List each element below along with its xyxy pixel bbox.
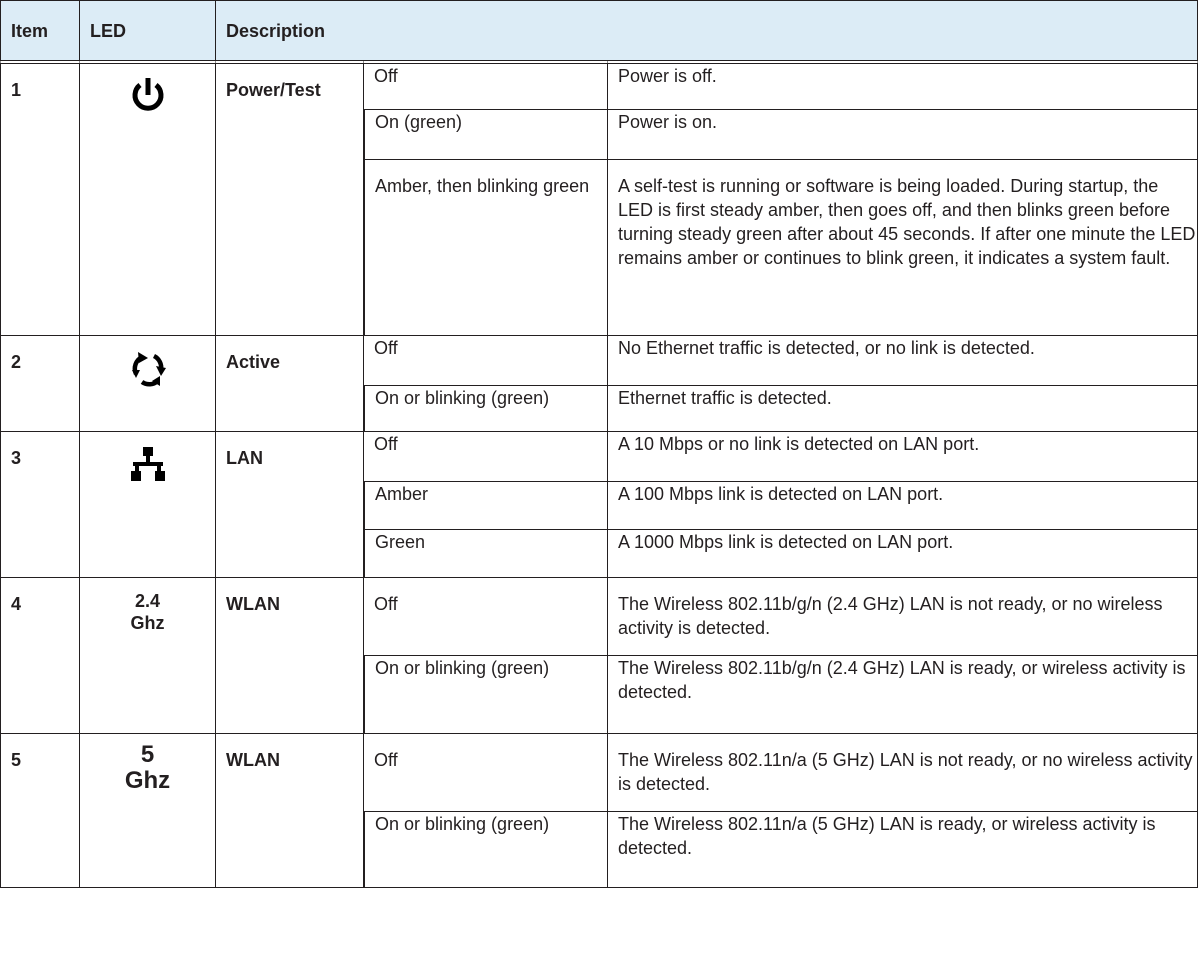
item-number: 3 (0, 432, 80, 578)
led-name: Power/Test (216, 60, 364, 336)
table-row (0, 336, 1198, 386)
wlan-2-4ghz-label: 2.4 Ghz (130, 591, 165, 633)
table-row (0, 734, 1198, 812)
power-icon (129, 76, 167, 114)
led-state: Amber, then blinking green (364, 160, 608, 336)
led-label-cell (80, 734, 216, 888)
led-label-cell (80, 578, 216, 734)
led-state-description: Ethernet traffic is detected. (608, 386, 1198, 432)
table-row (0, 578, 1198, 656)
table-row (0, 432, 1198, 482)
led-state-description: No Ethernet traffic is detected, or no link is detected. (608, 336, 1198, 386)
column-header-description: Description (216, 0, 1198, 60)
led-state-description: A 10 Mbps or no link is detected on LAN port. (608, 432, 1198, 482)
led-state: On (green) (364, 110, 608, 160)
led-state: Green (364, 530, 608, 578)
led-state: Amber (364, 482, 608, 530)
column-header-led: LED (80, 0, 216, 60)
led-state-description: Power is off. (608, 60, 1198, 110)
led-state-description: A 100 Mbps link is detected on LAN port. (608, 482, 1198, 530)
led-state: On or blinking (green) (364, 812, 608, 888)
lan-network-icon (130, 446, 166, 482)
led-name: LAN (216, 432, 364, 578)
led-state: On or blinking (green) (364, 656, 608, 734)
led-state: On or blinking (green) (364, 386, 608, 432)
led-icon-cell (80, 60, 216, 336)
led-name: WLAN (216, 578, 364, 734)
table-row (0, 60, 1198, 110)
led-icon-cell (80, 336, 216, 432)
column-header-item: Item (0, 0, 80, 60)
led-state: Off (364, 734, 608, 812)
led-state: Off (364, 432, 608, 482)
led-state: Off (364, 336, 608, 386)
led-state-description: The Wireless 802.11n/a (5 GHz) LAN is ready, or wireless activity is detected. (608, 812, 1198, 888)
item-number: 2 (0, 336, 80, 432)
active-arrows-icon (128, 350, 168, 388)
led-state-description: The Wireless 802.11b/g/n (2.4 GHz) LAN is not ready, or no wireless activity is detected. (608, 578, 1198, 656)
wlan-5ghz-label: 5 Ghz (124, 741, 171, 794)
item-number: 5 (0, 734, 80, 888)
led-state-description: A self-test is running or software is being loaded. During startup, the LED is first steady amber, then goes off, and then blinks green before turning steady green after about 45 seconds. If after one minute the LED remains amber or continues to blink green, it indicates a system fault. (608, 160, 1198, 336)
led-state: Off (364, 60, 608, 110)
led-state-description: A 1000 Mbps link is detected on LAN port. (608, 530, 1198, 578)
led-name: WLAN (216, 734, 364, 888)
led-state-description: The Wireless 802.11b/g/n (2.4 GHz) LAN is ready, or wireless activity is detected. (608, 656, 1198, 734)
led-icon-cell (80, 432, 216, 578)
table-header-row (0, 0, 1198, 60)
item-number: 4 (0, 578, 80, 734)
led-name: Active (216, 336, 364, 432)
item-number: 1 (0, 60, 80, 336)
led-state: Off (364, 578, 608, 656)
led-state-description: Power is on. (608, 110, 1198, 160)
led-state-description: The Wireless 802.11n/a (5 GHz) LAN is not ready, or no wireless activity is detected. (608, 734, 1198, 812)
